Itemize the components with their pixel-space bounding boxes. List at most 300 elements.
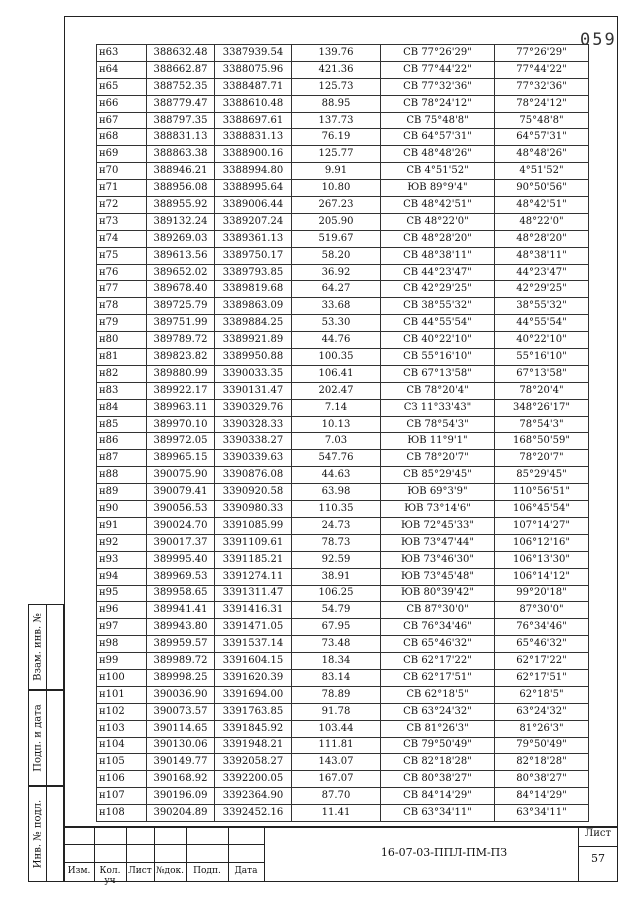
point-name-cell: н73 xyxy=(97,213,147,230)
table-row xyxy=(97,332,589,349)
rhumb-cell: СВ 75°48'8" xyxy=(381,112,495,129)
length-cell: 125.77 xyxy=(292,146,381,163)
length-cell: 421.36 xyxy=(292,61,381,78)
x-coord-cell: 389132.24 xyxy=(147,213,215,230)
y-coord-cell: 3391471.05 xyxy=(215,619,292,636)
y-coord-cell: 3392364.90 xyxy=(215,788,292,805)
point-name-cell: н81 xyxy=(97,349,147,366)
y-coord-cell: 3391694.00 xyxy=(215,686,292,703)
table-row xyxy=(97,112,589,129)
point-name-cell: н87 xyxy=(97,450,147,467)
y-coord-cell: 3391620.39 xyxy=(215,669,292,686)
point-name-cell: н74 xyxy=(97,230,147,247)
x-coord-cell: 389941.41 xyxy=(147,602,215,619)
length-cell: 7.14 xyxy=(292,399,381,416)
table-row xyxy=(97,484,589,501)
rhumb-cell: СВ 48°22'0" xyxy=(381,213,495,230)
inv-podl-cell xyxy=(28,786,64,882)
length-cell: 63.98 xyxy=(292,484,381,501)
azimuth-cell: 168°50'59" xyxy=(495,433,589,450)
length-cell: 64.27 xyxy=(292,281,381,298)
x-coord-cell: 390130.06 xyxy=(147,737,215,754)
table-row xyxy=(97,737,589,754)
x-coord-cell: 390017.37 xyxy=(147,534,215,551)
azimuth-cell: 48°38'11" xyxy=(495,247,589,264)
azimuth-cell: 48°42'51" xyxy=(495,197,589,214)
azimuth-cell: 77°26'29" xyxy=(495,45,589,62)
point-name-cell: н88 xyxy=(97,467,147,484)
x-coord-cell: 388797.35 xyxy=(147,112,215,129)
point-name-cell: н63 xyxy=(97,45,147,62)
x-coord-cell: 389880.99 xyxy=(147,365,215,382)
sheet-number: 57 xyxy=(591,852,605,865)
x-coord-cell: 390079.41 xyxy=(147,484,215,501)
rhumb-cell: СВ 77°44'22" xyxy=(381,61,495,78)
azimuth-cell: 79°50'49" xyxy=(495,737,589,754)
length-cell: 143.07 xyxy=(292,754,381,771)
x-coord-cell: 388946.21 xyxy=(147,163,215,180)
azimuth-cell: 82°18'28" xyxy=(495,754,589,771)
point-name-cell: н64 xyxy=(97,61,147,78)
point-name-cell: н94 xyxy=(97,568,147,585)
azimuth-cell: 81°26'3" xyxy=(495,720,589,737)
point-name-cell: н85 xyxy=(97,416,147,433)
y-coord-cell: 3389819.68 xyxy=(215,281,292,298)
x-coord-cell: 389678.40 xyxy=(147,281,215,298)
podp-header: Подп. xyxy=(193,866,221,876)
rhumb-cell: ЮВ 11°9'1" xyxy=(381,433,495,450)
x-coord-cell: 389652.02 xyxy=(147,264,215,281)
table-row xyxy=(97,669,589,686)
azimuth-cell: 44°23'47" xyxy=(495,264,589,281)
x-coord-cell: 389959.57 xyxy=(147,636,215,653)
azimuth-cell: 40°22'10" xyxy=(495,332,589,349)
y-coord-cell: 3388697.61 xyxy=(215,112,292,129)
azimuth-cell: 106°13'30" xyxy=(495,551,589,568)
table-row xyxy=(97,281,589,298)
point-name-cell: н99 xyxy=(97,653,147,670)
coordinates-table xyxy=(96,44,589,822)
table-row xyxy=(97,619,589,636)
azimuth-cell: 348°26'17" xyxy=(495,399,589,416)
x-coord-cell: 389989.72 xyxy=(147,653,215,670)
point-name-cell: н90 xyxy=(97,501,147,518)
x-coord-cell: 389972.05 xyxy=(147,433,215,450)
point-name-cell: н91 xyxy=(97,517,147,534)
x-coord-cell: 390114.65 xyxy=(147,720,215,737)
point-name-cell: н102 xyxy=(97,703,147,720)
point-name-cell: н82 xyxy=(97,365,147,382)
azimuth-cell: 85°29'45" xyxy=(495,467,589,484)
azimuth-cell: 65°46'32" xyxy=(495,636,589,653)
length-cell: 111.81 xyxy=(292,737,381,754)
table-row xyxy=(97,163,589,180)
table-row xyxy=(97,416,589,433)
point-name-cell: н89 xyxy=(97,484,147,501)
table-row xyxy=(97,95,589,112)
rhumb-cell: СВ 38°55'32" xyxy=(381,298,495,315)
point-name-cell: н68 xyxy=(97,129,147,146)
y-coord-cell: 3391311.47 xyxy=(215,585,292,602)
azimuth-cell: 4°51'52" xyxy=(495,163,589,180)
y-coord-cell: 3391416.31 xyxy=(215,602,292,619)
rhumb-cell: ЮВ 73°46'30" xyxy=(381,551,495,568)
table-row xyxy=(97,703,589,720)
azimuth-cell: 64°57'31" xyxy=(495,129,589,146)
rhumb-cell: СВ 81°26'3" xyxy=(381,720,495,737)
document-code: 16-07-03-ППЛ-ПМ-ПЗ xyxy=(380,846,508,859)
azimuth-cell: 38°55'32" xyxy=(495,298,589,315)
point-name-cell: н75 xyxy=(97,247,147,264)
table-row xyxy=(97,686,589,703)
y-coord-cell: 3392452.16 xyxy=(215,805,292,822)
azimuth-cell: 48°22'0" xyxy=(495,213,589,230)
rhumb-cell: СВ 63°34'11" xyxy=(381,805,495,822)
point-name-cell: н72 xyxy=(97,197,147,214)
y-coord-cell: 3388994.80 xyxy=(215,163,292,180)
y-coord-cell: 3391537.14 xyxy=(215,636,292,653)
azimuth-cell: 106°14'12" xyxy=(495,568,589,585)
x-coord-cell: 389958.65 xyxy=(147,585,215,602)
point-name-cell: н104 xyxy=(97,737,147,754)
x-coord-cell: 389922.17 xyxy=(147,382,215,399)
azimuth-cell: 67°13'58" xyxy=(495,365,589,382)
rhumb-cell: СВ 62°17'51" xyxy=(381,669,495,686)
y-coord-cell: 3391948.21 xyxy=(215,737,292,754)
y-coord-cell: 3392200.05 xyxy=(215,771,292,788)
azimuth-cell: 106°45'54" xyxy=(495,501,589,518)
table-row xyxy=(97,501,589,518)
rhumb-cell: ЮВ 73°14'6" xyxy=(381,501,495,518)
rhumb-cell: СВ 78°54'3" xyxy=(381,416,495,433)
x-coord-cell: 389751.99 xyxy=(147,315,215,332)
length-cell: 76.19 xyxy=(292,129,381,146)
x-coord-cell: 388779.47 xyxy=(147,95,215,112)
y-coord-cell: 3389950.88 xyxy=(215,349,292,366)
azimuth-cell: 63°24'32" xyxy=(495,703,589,720)
table-row xyxy=(97,365,589,382)
y-coord-cell: 3390329.76 xyxy=(215,399,292,416)
azimuth-cell: 106°12'16" xyxy=(495,534,589,551)
y-coord-cell: 3390339.63 xyxy=(215,450,292,467)
point-name-cell: н79 xyxy=(97,315,147,332)
rhumb-cell: СВ 80°38'27" xyxy=(381,771,495,788)
rhumb-cell: СВ 40°22'10" xyxy=(381,332,495,349)
x-coord-cell: 388955.92 xyxy=(147,197,215,214)
point-name-cell: н96 xyxy=(97,602,147,619)
length-cell: 24.73 xyxy=(292,517,381,534)
izm-header: Изм. xyxy=(67,866,91,876)
rhumb-cell: СВ 87°30'0" xyxy=(381,602,495,619)
point-name-cell: н93 xyxy=(97,551,147,568)
y-coord-cell: 3389921.89 xyxy=(215,332,292,349)
point-name-cell: н86 xyxy=(97,433,147,450)
rhumb-cell: СВ 79°50'49" xyxy=(381,737,495,754)
x-coord-cell: 390196.09 xyxy=(147,788,215,805)
x-coord-cell: 390075.90 xyxy=(147,467,215,484)
azimuth-cell: 84°14'29" xyxy=(495,788,589,805)
y-coord-cell: 3390033.35 xyxy=(215,365,292,382)
rhumb-cell: СВ 76°34'46" xyxy=(381,619,495,636)
y-coord-cell: 3388900.16 xyxy=(215,146,292,163)
rhumb-cell: ЮВ 80°39'42" xyxy=(381,585,495,602)
table-row xyxy=(97,771,589,788)
point-name-cell: н92 xyxy=(97,534,147,551)
sheet-label: Лист xyxy=(584,828,612,839)
rhumb-cell: СВ 48°38'11" xyxy=(381,247,495,264)
table-row xyxy=(97,146,589,163)
data-header: Дата xyxy=(234,866,258,876)
point-name-cell: н95 xyxy=(97,585,147,602)
table-row xyxy=(97,551,589,568)
table-row xyxy=(97,450,589,467)
table-row xyxy=(97,315,589,332)
table-row xyxy=(97,720,589,737)
x-coord-cell: 390204.89 xyxy=(147,805,215,822)
length-cell: 110.35 xyxy=(292,501,381,518)
x-coord-cell: 389965.15 xyxy=(147,450,215,467)
x-coord-cell: 389943.80 xyxy=(147,619,215,636)
length-cell: 11.41 xyxy=(292,805,381,822)
length-cell: 36.92 xyxy=(292,264,381,281)
azimuth-cell: 78°24'12" xyxy=(495,95,589,112)
y-coord-cell: 3388831.13 xyxy=(215,129,292,146)
azimuth-cell: 62°18'5" xyxy=(495,686,589,703)
length-cell: 7.03 xyxy=(292,433,381,450)
point-name-cell: н65 xyxy=(97,78,147,95)
rhumb-cell: СВ 64°57'31" xyxy=(381,129,495,146)
table-row xyxy=(97,534,589,551)
table-row xyxy=(97,636,589,653)
y-coord-cell: 3390131.47 xyxy=(215,382,292,399)
point-name-cell: н66 xyxy=(97,95,147,112)
length-cell: 125.73 xyxy=(292,78,381,95)
rhumb-cell: СВ 82°18'28" xyxy=(381,754,495,771)
azimuth-cell: 55°16'10" xyxy=(495,349,589,366)
azimuth-cell: 62°17'51" xyxy=(495,669,589,686)
y-coord-cell: 3388487.71 xyxy=(215,78,292,95)
x-coord-cell: 388662.87 xyxy=(147,61,215,78)
table-row xyxy=(97,129,589,146)
length-cell: 78.89 xyxy=(292,686,381,703)
x-coord-cell: 389823.82 xyxy=(147,349,215,366)
rhumb-cell: ЮВ 89°9'4" xyxy=(381,180,495,197)
table-row xyxy=(97,399,589,416)
table-row xyxy=(97,805,589,822)
length-cell: 88.95 xyxy=(292,95,381,112)
length-cell: 267.23 xyxy=(292,197,381,214)
azimuth-cell: 48°48'26" xyxy=(495,146,589,163)
x-coord-cell: 389789.72 xyxy=(147,332,215,349)
podp-data-cell xyxy=(28,690,64,786)
ndok-header: №док. xyxy=(156,866,184,876)
point-name-cell: н106 xyxy=(97,771,147,788)
table-row xyxy=(97,754,589,771)
y-coord-cell: 3390328.33 xyxy=(215,416,292,433)
table-row xyxy=(97,602,589,619)
table-row xyxy=(97,197,589,214)
length-cell: 44.76 xyxy=(292,332,381,349)
table-row xyxy=(97,61,589,78)
point-name-cell: н98 xyxy=(97,636,147,653)
rhumb-cell: СЗ 11°33'43" xyxy=(381,399,495,416)
rhumb-cell: ЮВ 73°47'44" xyxy=(381,534,495,551)
y-coord-cell: 3389006.44 xyxy=(215,197,292,214)
length-cell: 91.78 xyxy=(292,703,381,720)
table-row xyxy=(97,382,589,399)
length-cell: 67.95 xyxy=(292,619,381,636)
x-coord-cell: 389613.56 xyxy=(147,247,215,264)
length-cell: 92.59 xyxy=(292,551,381,568)
x-coord-cell: 389970.10 xyxy=(147,416,215,433)
length-cell: 73.48 xyxy=(292,636,381,653)
azimuth-cell: 78°54'3" xyxy=(495,416,589,433)
podp-data-label: Подп. и дата xyxy=(32,704,43,772)
y-coord-cell: 3390876.08 xyxy=(215,467,292,484)
vzam-label: Взам. инв. № xyxy=(32,613,43,681)
x-coord-cell: 388831.13 xyxy=(147,129,215,146)
rhumb-cell: СВ 67°13'58" xyxy=(381,365,495,382)
table-row xyxy=(97,788,589,805)
length-cell: 106.41 xyxy=(292,365,381,382)
length-cell: 18.34 xyxy=(292,653,381,670)
table-row xyxy=(97,45,589,62)
length-cell: 167.07 xyxy=(292,771,381,788)
y-coord-cell: 3389884.25 xyxy=(215,315,292,332)
table-row xyxy=(97,264,589,281)
azimuth-cell: 107°14'27" xyxy=(495,517,589,534)
x-coord-cell: 388863.38 xyxy=(147,146,215,163)
x-coord-cell: 389269.03 xyxy=(147,230,215,247)
length-cell: 58.20 xyxy=(292,247,381,264)
azimuth-cell: 80°38'27" xyxy=(495,771,589,788)
y-coord-cell: 3391085.99 xyxy=(215,517,292,534)
azimuth-cell: 77°32'36" xyxy=(495,78,589,95)
table-row xyxy=(97,653,589,670)
y-coord-cell: 3389207.24 xyxy=(215,213,292,230)
page-stamp: 059 xyxy=(580,30,617,50)
length-cell: 137.73 xyxy=(292,112,381,129)
rhumb-cell: ЮВ 72°45'33" xyxy=(381,517,495,534)
rhumb-cell: СВ 48°48'26" xyxy=(381,146,495,163)
y-coord-cell: 3388995.64 xyxy=(215,180,292,197)
length-cell: 519.67 xyxy=(292,230,381,247)
azimuth-cell: 90°50'56" xyxy=(495,180,589,197)
table-row xyxy=(97,230,589,247)
table-row xyxy=(97,213,589,230)
length-cell: 9.91 xyxy=(292,163,381,180)
y-coord-cell: 3390980.33 xyxy=(215,501,292,518)
x-coord-cell: 389969.53 xyxy=(147,568,215,585)
y-coord-cell: 3391763.85 xyxy=(215,703,292,720)
x-coord-cell: 388632.48 xyxy=(147,45,215,62)
y-coord-cell: 3390920.58 xyxy=(215,484,292,501)
x-coord-cell: 389963.11 xyxy=(147,399,215,416)
rhumb-cell: СВ 78°20'7" xyxy=(381,450,495,467)
length-cell: 10.13 xyxy=(292,416,381,433)
point-name-cell: н70 xyxy=(97,163,147,180)
y-coord-cell: 3389793.85 xyxy=(215,264,292,281)
rhumb-cell: СВ 84°14'29" xyxy=(381,788,495,805)
azimuth-cell: 76°34'46" xyxy=(495,619,589,636)
azimuth-cell: 87°30'0" xyxy=(495,602,589,619)
left-margin-strip xyxy=(28,604,64,882)
rhumb-cell: СВ 4°51'52" xyxy=(381,163,495,180)
point-name-cell: н101 xyxy=(97,686,147,703)
x-coord-cell: 389995.40 xyxy=(147,551,215,568)
azimuth-cell: 44°55'54" xyxy=(495,315,589,332)
x-coord-cell: 390036.90 xyxy=(147,686,215,703)
azimuth-cell: 63°34'11" xyxy=(495,805,589,822)
azimuth-cell: 77°44'22" xyxy=(495,61,589,78)
length-cell: 54.79 xyxy=(292,602,381,619)
x-coord-cell: 390073.57 xyxy=(147,703,215,720)
y-coord-cell: 3391109.61 xyxy=(215,534,292,551)
point-name-cell: н103 xyxy=(97,720,147,737)
x-coord-cell: 389725.79 xyxy=(147,298,215,315)
point-name-cell: н71 xyxy=(97,180,147,197)
length-cell: 33.68 xyxy=(292,298,381,315)
rhumb-cell: СВ 44°23'47" xyxy=(381,264,495,281)
rhumb-cell: СВ 42°29'25" xyxy=(381,281,495,298)
y-coord-cell: 3388075.96 xyxy=(215,61,292,78)
rhumb-cell: СВ 85°29'45" xyxy=(381,467,495,484)
table-row xyxy=(97,433,589,450)
rhumb-cell: СВ 78°20'4" xyxy=(381,382,495,399)
length-cell: 44.63 xyxy=(292,467,381,484)
table-row xyxy=(97,180,589,197)
length-cell: 53.30 xyxy=(292,315,381,332)
y-coord-cell: 3391604.15 xyxy=(215,653,292,670)
y-coord-cell: 3387939.54 xyxy=(215,45,292,62)
length-cell: 202.47 xyxy=(292,382,381,399)
rhumb-cell: СВ 48°28'20" xyxy=(381,230,495,247)
point-name-cell: н78 xyxy=(97,298,147,315)
rhumb-cell: СВ 63°24'32" xyxy=(381,703,495,720)
point-name-cell: н108 xyxy=(97,805,147,822)
table-row xyxy=(97,467,589,484)
azimuth-cell: 110°56'51" xyxy=(495,484,589,501)
azimuth-cell: 75°48'8" xyxy=(495,112,589,129)
point-name-cell: н105 xyxy=(97,754,147,771)
azimuth-cell: 48°28'20" xyxy=(495,230,589,247)
rhumb-cell: СВ 55°16'10" xyxy=(381,349,495,366)
azimuth-cell: 78°20'7" xyxy=(495,450,589,467)
point-name-cell: н100 xyxy=(97,669,147,686)
point-name-cell: н107 xyxy=(97,788,147,805)
y-coord-cell: 3392058.27 xyxy=(215,754,292,771)
rhumb-cell: СВ 62°17'22" xyxy=(381,653,495,670)
table-row xyxy=(97,298,589,315)
point-name-cell: н84 xyxy=(97,399,147,416)
azimuth-cell: 42°29'25" xyxy=(495,281,589,298)
y-coord-cell: 3390338.27 xyxy=(215,433,292,450)
azimuth-cell: 99°20'18" xyxy=(495,585,589,602)
rhumb-cell: ЮВ 73°45'48" xyxy=(381,568,495,585)
x-coord-cell: 390024.70 xyxy=(147,517,215,534)
length-cell: 10.80 xyxy=(292,180,381,197)
x-coord-cell: 390056.53 xyxy=(147,501,215,518)
azimuth-cell: 62°17'22" xyxy=(495,653,589,670)
rhumb-cell: СВ 48°42'51" xyxy=(381,197,495,214)
length-cell: 106.25 xyxy=(292,585,381,602)
point-name-cell: н67 xyxy=(97,112,147,129)
point-name-cell: н83 xyxy=(97,382,147,399)
rhumb-cell: СВ 77°32'36" xyxy=(381,78,495,95)
length-cell: 100.35 xyxy=(292,349,381,366)
x-coord-cell: 389998.25 xyxy=(147,669,215,686)
x-coord-cell: 388956.08 xyxy=(147,180,215,197)
